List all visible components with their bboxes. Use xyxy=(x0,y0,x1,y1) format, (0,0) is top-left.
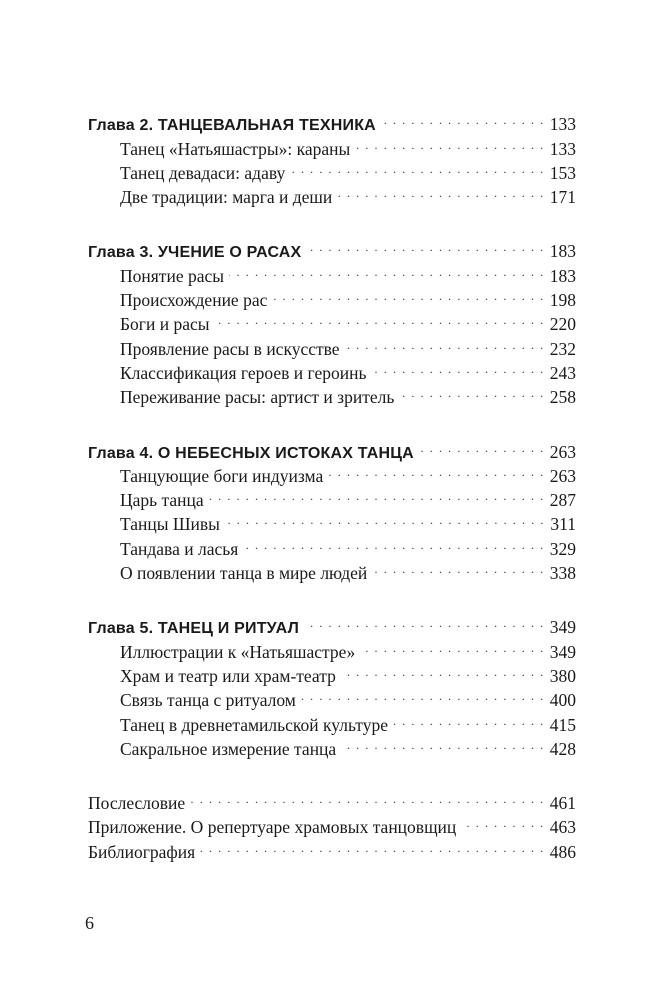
dot-leader xyxy=(341,731,545,755)
chapter-2 xyxy=(88,106,576,208)
dot-leader xyxy=(399,379,544,403)
entry-title: Танец «Натьяшастры»: караны xyxy=(120,138,351,159)
entry-title: Происхождение рас xyxy=(120,290,268,311)
entry-title: Две традиции: марга и деши xyxy=(120,187,333,208)
dot-leader xyxy=(419,433,545,457)
chapter-5 xyxy=(88,609,576,759)
dot-leader xyxy=(215,306,545,330)
entry-title: Боги и расы xyxy=(120,314,210,335)
chapter-title: Глава 5. ТАНЕЦ И РИТУАЛ xyxy=(88,620,299,638)
chapter-4 xyxy=(88,433,576,584)
page-number: 183 xyxy=(549,241,576,262)
dot-leader xyxy=(229,257,545,281)
page-number: 198 xyxy=(549,290,576,311)
entry-title: Тандава и ласья xyxy=(120,538,239,559)
page-number: 486 xyxy=(549,841,576,862)
page-number: 311 xyxy=(550,514,576,535)
page-number: 232 xyxy=(549,338,576,359)
page-number: 349 xyxy=(549,641,576,662)
entry-title: Танец девадаси: адаву xyxy=(120,162,286,183)
dot-leader xyxy=(290,155,544,179)
dot-leader xyxy=(190,785,545,809)
page-number: 243 xyxy=(549,362,576,383)
dot-leader xyxy=(328,458,544,482)
page-number: 338 xyxy=(549,563,576,584)
chapter-title: Глава 4. О НЕБЕСНЫХ ИСТОКАХ ТАНЦА xyxy=(88,444,414,462)
page-number: 133 xyxy=(549,138,576,159)
dot-leader xyxy=(345,330,545,354)
dot-leader xyxy=(337,179,544,203)
page-number: 183 xyxy=(549,265,576,286)
dot-leader xyxy=(393,706,545,730)
chapter-heading xyxy=(88,233,576,262)
entry-title: Храм и театр или храм-театр xyxy=(120,665,336,686)
page-number: 415 xyxy=(549,714,576,735)
entry-title: Танец в древнетамильской культуре xyxy=(120,714,388,735)
dot-leader xyxy=(209,482,545,506)
entry-title: Связь танца с ритуалом xyxy=(120,690,296,711)
entry-title: Понятие расы xyxy=(120,265,225,286)
page-number: 349 xyxy=(549,617,576,638)
entry-title: Библиография xyxy=(88,841,196,862)
page-number: 171 xyxy=(549,187,576,208)
dot-leader xyxy=(461,809,544,833)
entry-title: Танцующие боги индуизма xyxy=(120,465,324,486)
entry-title: Классификация героев и героинь xyxy=(120,362,367,383)
dot-leader xyxy=(306,233,544,257)
dot-leader xyxy=(355,130,544,154)
entry-title: Послесловие xyxy=(88,793,186,814)
entry-title: Иллюстрации к «Натьяшастре» xyxy=(120,641,356,662)
chapter-heading xyxy=(88,106,576,135)
page-number: 380 xyxy=(549,665,576,686)
page-number: 153 xyxy=(549,162,576,183)
dot-leader xyxy=(301,682,545,706)
page-number: 287 xyxy=(549,490,576,511)
page-number: 428 xyxy=(549,738,576,759)
dot-leader xyxy=(304,609,545,633)
page-number: 400 xyxy=(549,690,576,711)
page-folio: 6 xyxy=(85,913,94,933)
entry-title: О появлении танца в мире людей xyxy=(120,563,368,584)
page-number: 133 xyxy=(549,114,576,135)
page-number: 220 xyxy=(549,314,576,335)
dot-leader xyxy=(381,106,545,130)
entry-title: Танцы Шивы xyxy=(120,514,220,535)
dot-leader xyxy=(272,282,544,306)
dot-leader xyxy=(200,833,545,857)
toc-entry xyxy=(88,785,576,814)
page-number: 263 xyxy=(549,441,576,462)
entry-title: Царь танца xyxy=(120,490,204,511)
dot-leader xyxy=(243,530,544,554)
dot-leader xyxy=(225,506,545,530)
chapter-heading xyxy=(88,433,576,462)
entry-title: Приложение. О репертуаре храмовых танцовщиц xyxy=(88,817,457,838)
chapter-heading xyxy=(88,609,576,638)
page-number: 461 xyxy=(549,793,576,814)
entry-title: Сакральное измерение танца xyxy=(120,738,337,759)
dot-leader xyxy=(360,633,545,657)
page-number: 329 xyxy=(549,538,576,559)
back-matter xyxy=(88,785,576,862)
dot-leader xyxy=(341,658,545,682)
entry-title: Проявление расы в искусстве xyxy=(120,338,340,359)
entry-title: Переживание расы: артист и зритель xyxy=(120,387,395,408)
chapter-title: Глава 2. ТАНЦЕВАЛЬНАЯ ТЕХНИКА xyxy=(88,117,376,135)
chapter-title: Глава 3. УЧЕНИЕ О РАСАХ xyxy=(88,244,302,262)
table-of-contents xyxy=(88,106,576,862)
page-number: 258 xyxy=(549,387,576,408)
page-number: 463 xyxy=(549,817,576,838)
dot-leader xyxy=(371,355,544,379)
page-number: 263 xyxy=(549,465,576,486)
chapter-3 xyxy=(88,233,576,408)
dot-leader xyxy=(372,555,544,579)
